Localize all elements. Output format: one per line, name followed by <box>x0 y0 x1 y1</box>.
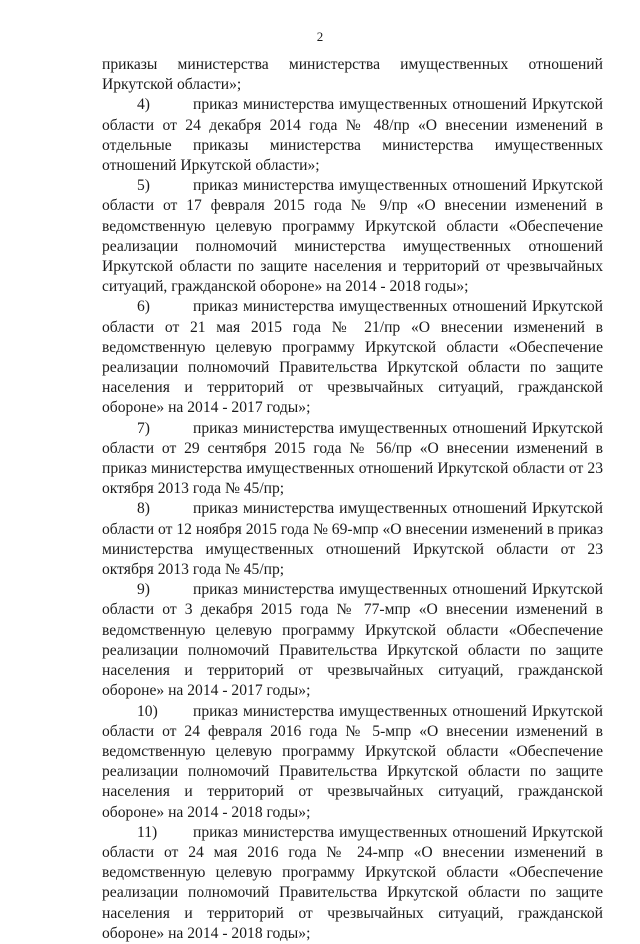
list-item-8 <box>102 499 603 580</box>
list-item-6 <box>102 297 603 418</box>
list-item-11 <box>102 823 603 944</box>
item-text: приказ министерства имущественных отношений Иркутской области от 17 февраля 2015 года № 9/пр «О внесении изменений в ведомственную целевую программу Иркутской области «Обеспечение реализации полномочий министерства имущественных отношений Иркутской области по защите населения и территорий от чрезвычайных ситуаций, гражданской обороне» на 2014 - 2018 годы»; <box>102 177 603 296</box>
item-text: приказ министерства имущественных отношений Иркутской области от 21 мая 2015 года № 21/пр «О внесении изменений в ведомственную целевую программу Иркутской области «Обеспечение реализации полномочий Правительства Иркутской области по защите населения и территорий от чрезвычайных ситуаций, гражданской обороне» на 2014 - 2017 годы»; <box>102 298 603 417</box>
list-item-5 <box>102 176 603 297</box>
item-text: приказ министерства имущественных отношений Иркутской области от 12 ноября 2015 года № 69-мпр «О внесении изменений в приказ министерства имущественных отношений Иркутской области от 23 октября 2013 года № 45/пр; <box>102 500 603 579</box>
list-item-9 <box>102 580 603 701</box>
item-number: 8) <box>137 500 150 518</box>
item-number: 7) <box>137 419 150 437</box>
item-number: 9) <box>137 581 150 599</box>
item-number: 4) <box>137 96 150 114</box>
page-number: 2 <box>316 29 324 44</box>
item-number: 5) <box>137 177 150 195</box>
item-text: приказ министерства имущественных отношений Иркутской области от 24 февраля 2016 года № 5-мпр «О внесении изменений в ведомственную целевую программу Иркутской области «Обеспечение реализации полномочий Правительства Иркутской области по защите населения и территорий от чрезвычайных ситуаций, гражданской обороне» на 2014 - 2018 годы»; <box>102 702 603 821</box>
list-item-10 <box>102 702 603 823</box>
item-text: приказ министерства имущественных отношений Иркутской области от 24 декабря 2014 года № 48/пр «О внесении изменений в отдельные приказы министерства министерства имущественных отношений Иркутской области»; <box>102 96 603 175</box>
list-item-7 <box>102 419 603 500</box>
intro-paragraph: приказы министерства министерства имущественных отношений Иркутской области»; <box>102 56 603 94</box>
item-number: 6) <box>137 298 150 316</box>
item-number: 10) <box>137 702 158 720</box>
list-item-4 <box>102 95 603 176</box>
item-text: приказ министерства имущественных отношений Иркутской области от 24 мая 2016 года № 24-мпр «О внесении изменений в ведомственную целевую программу Иркутской области «Обеспечение реализации полномочий Правительства Иркутской области по защите населения и территорий от чрезвычайных ситуаций, гражданской обороне» на 2014 - 2018 годы»; <box>102 823 603 942</box>
item-text: приказ министерства имущественных отношений Иркутской области от 29 сентября 2015 года № 56/пр «О внесении изменений в приказ министерства имущественных отношений Иркутской области от 23 октября 2013 года № 45/пр; <box>102 419 603 498</box>
item-text: приказ министерства имущественных отношений Иркутской области от 3 декабря 2015 года № 77-мпр «О внесении изменений в ведомственную целевую программу Иркутской области «Обеспечение реализации полномочий Правительства Иркутской области по защите населения и территорий от чрезвычайных ситуаций, гражданской обороне» на 2014 - 2017 годы»; <box>102 581 603 700</box>
item-number: 11) <box>137 823 158 841</box>
document-body <box>102 55 603 944</box>
